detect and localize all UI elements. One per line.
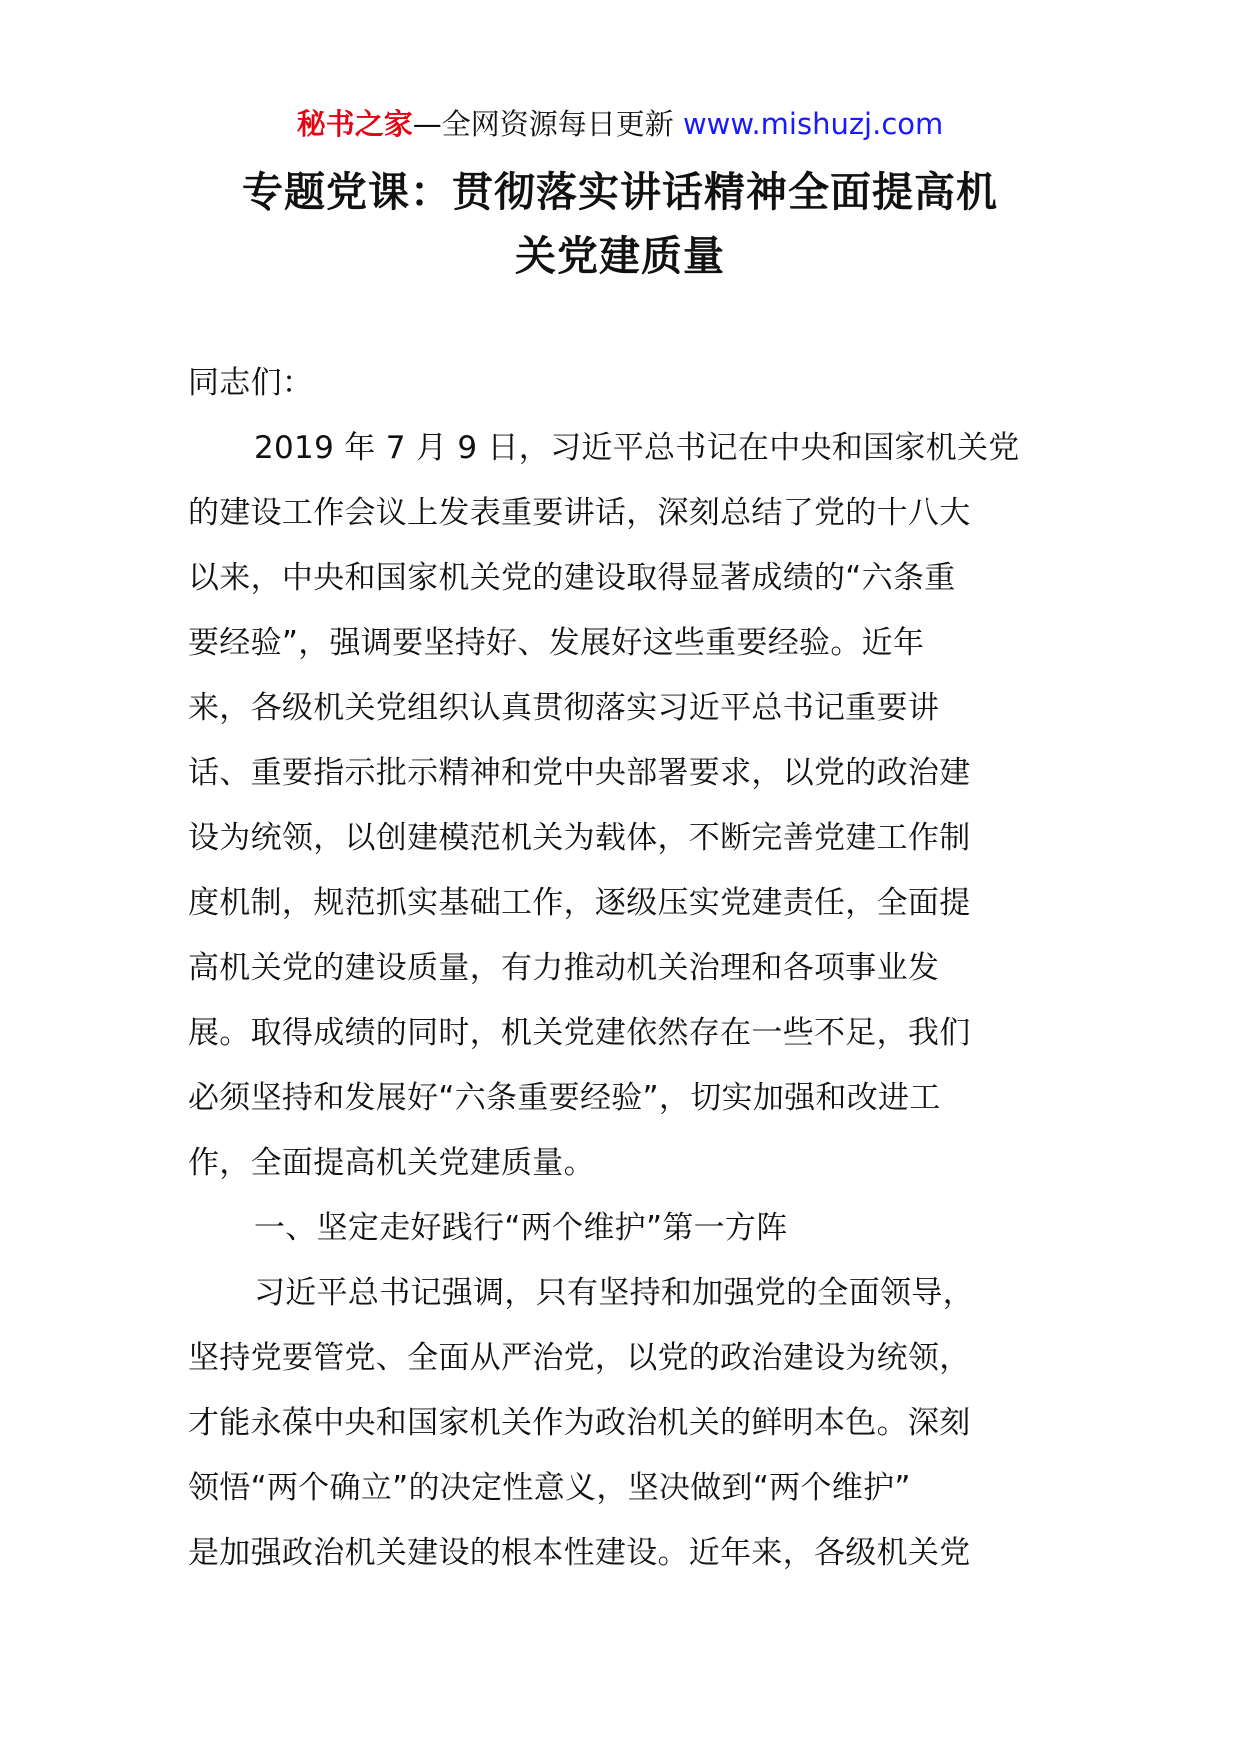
- body-line: 2019 年 7 月 9 日，习近平总书记在中央和国家机关党: [254, 430, 1020, 466]
- body-line: 领悟“两个确立”的决定性意义，坚决做到“两个维护”: [188, 1470, 911, 1506]
- body-line: 以来，中央和国家机关党的建设取得显著成绩的“六条重: [188, 560, 956, 596]
- document-body: [188, 360, 1068, 1595]
- banner-brand: 秘书之家: [296, 107, 413, 141]
- body-line: 作，全面提高机关党建质量。: [188, 1145, 595, 1181]
- body-line: 才能永葆中央和国家机关作为政治机关的鲜明本色。深刻: [188, 1405, 971, 1441]
- body-line: 展。取得成绩的同时，机关党建依然存在一些不足，我们: [188, 1015, 971, 1051]
- salutation: 同志们：: [188, 365, 314, 401]
- body-line: 的建设工作会议上发表重要讲话，深刻总结了党的十八大: [188, 495, 971, 531]
- body-line: 度机制，规范抓实基础工作，逐级压实党建责任，全面提: [188, 885, 971, 921]
- body-line: 设为统领，以创建模范机关为载体，不断完善党建工作制: [188, 820, 971, 856]
- section-heading: 一、坚定走好践行“两个维护”第一方阵: [254, 1210, 788, 1246]
- body-line: 要经验”，强调要坚持好、发展好这些重要经验。近年: [188, 625, 925, 661]
- body-line: 来，各级机关党组织认真贯彻落实习近平总书记重要讲: [188, 690, 940, 726]
- document-title: [170, 160, 1070, 288]
- title-line-1: 专题党课：贯彻落实讲话精神全面提高机: [242, 168, 998, 216]
- body-line: 坚持党要管党、全面从严治党，以党的政治建设为统领，: [188, 1340, 971, 1376]
- site-banner: [0, 104, 1240, 144]
- body-line: 是加强政治机关建设的根本性建设。近年来，各级机关党: [188, 1535, 971, 1571]
- body-line: 高机关党的建设质量，有力推动机关治理和各项事业发: [188, 950, 940, 986]
- body-line: 必须坚持和发展好“六条重要经验”，切实加强和改进工: [188, 1080, 941, 1116]
- body-line: 习近平总书记强调，只有坚持和加强党的全面领导，: [254, 1275, 974, 1311]
- title-line-2: 关党建质量: [515, 232, 725, 280]
- banner-url-link[interactable]: www.mishuzj.com: [682, 107, 944, 141]
- body-line: 话、重要指示批示精神和党中央部署要求，以党的政治建: [188, 755, 971, 791]
- banner-tagline: —全网资源每日更新: [412, 107, 674, 141]
